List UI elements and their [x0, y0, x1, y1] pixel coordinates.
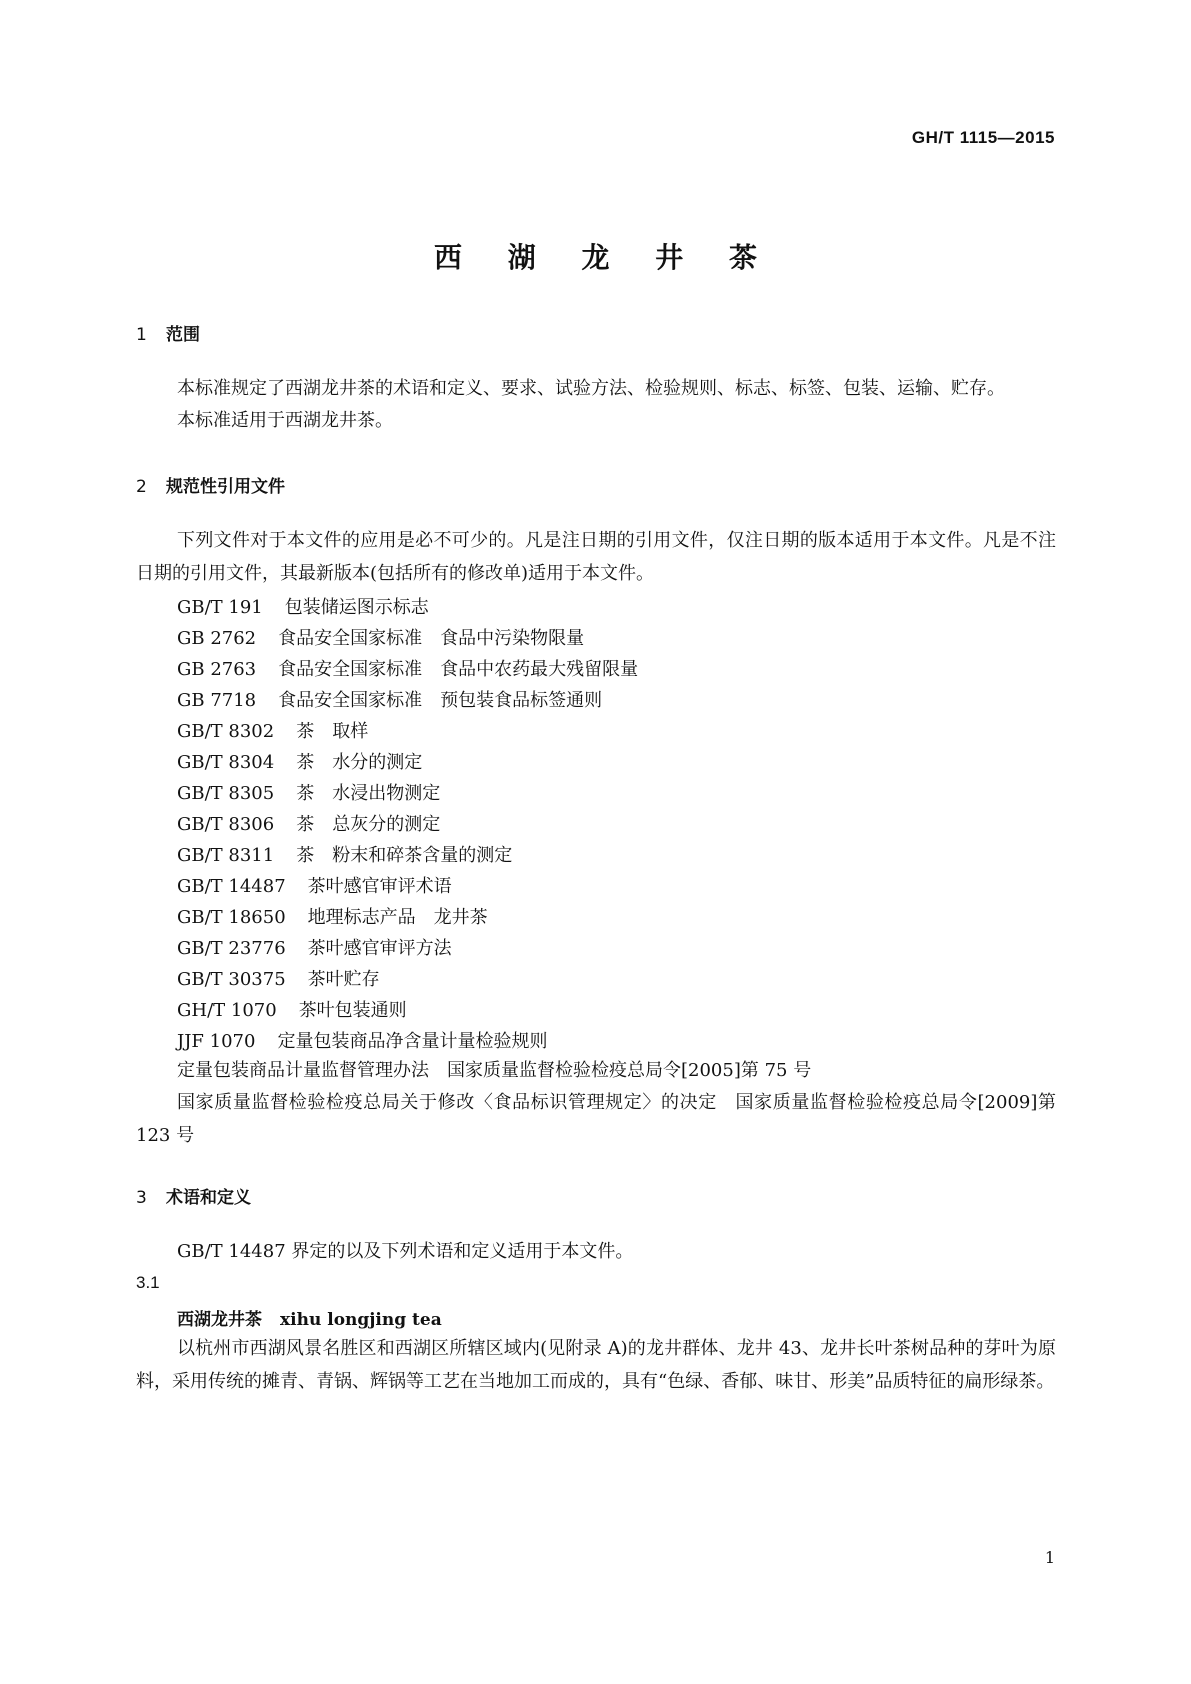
term-definition: 以杭州市西湖风景名胜区和西湖区所辖区域内(见附录 A)的龙井群体、龙井 43、龙井长叶茶树品种的芽叶为原料，采用传统的摊青、青锅、辉锅等工艺在当地加工而成的，具有“色绿、香郁、味甘、形美”品质特征的扁形绿茶。	[136, 1338, 1056, 1392]
reference-extra-1: 定量包装商品计量监督管理办法 国家质量监督检验检疫总局令[2005]第 75 号	[177, 1060, 812, 1081]
section-2-number: 2	[136, 477, 147, 497]
section-2-intro: 下列文件对于本文件的应用是必不可少的。凡是注日期的引用文件，仅注日期的版本适用于本文件。凡是不注日期的引用文件，其最新版本(包括所有的修改单)适用于本文件。	[136, 530, 1056, 584]
subsection-number: 3.1	[136, 1273, 160, 1292]
reference-item	[177, 777, 440, 810]
reference-title: 茶 总灰分的测定	[296, 814, 441, 835]
reference-item	[177, 653, 638, 686]
section-1-title: 范围	[166, 325, 200, 345]
reference-title: 包装储运图示标志	[284, 597, 429, 618]
section-2-title: 规范性引用文件	[166, 477, 285, 497]
section-1-heading	[136, 320, 200, 345]
reference-item	[177, 622, 584, 655]
term-english: xihu longjing tea	[280, 1310, 442, 1330]
reference-code: GB/T 8305	[177, 783, 275, 804]
standard-number: GH/T 1115—2015	[911, 128, 1055, 147]
reference-title: 茶叶包装通则	[298, 1000, 407, 1021]
reference-title: 茶 粉末和碎茶含量的测定	[296, 845, 513, 866]
reference-code: GB/T 8311	[177, 845, 275, 866]
reference-title: 食品安全国家标准 食品中农药最大残留限量	[278, 659, 639, 680]
section-3-heading	[136, 1183, 251, 1208]
reference-title: 茶 水浸出物测定	[296, 783, 441, 804]
reference-code: GB/T 191	[177, 597, 263, 618]
reference-title: 地理标志产品 龙井茶	[307, 907, 488, 928]
reference-item	[177, 746, 422, 779]
reference-code: JJF 1070	[177, 1031, 256, 1052]
reference-title: 茶 水分的测定	[296, 752, 423, 773]
reference-item	[177, 839, 512, 872]
reference-code: GB/T 8306	[177, 814, 275, 835]
reference-item	[177, 684, 602, 717]
section-1-para-2: 本标准适用于西湖龙井茶。	[177, 410, 393, 431]
section-2-heading	[136, 472, 285, 497]
reference-code: GB/T 23776	[177, 938, 286, 959]
section-3-intro: GB/T 14487 界定的以及下列术语和定义适用于本文件。	[177, 1241, 634, 1262]
term-chinese: 西湖龙井茶	[177, 1310, 262, 1330]
reference-extra-2: 国家质量监督检验检疫总局关于修改〈食品标识管理规定〉的决定 国家质量监督检验检疫总局令[2009]第 123 号	[136, 1092, 1056, 1146]
reference-code: GB/T 8302	[177, 721, 275, 742]
reference-title: 茶 取样	[296, 721, 369, 742]
reference-code: GH/T 1070	[177, 1000, 277, 1021]
reference-title: 定量包装商品净含量计量检验规则	[277, 1031, 548, 1052]
reference-item	[177, 870, 452, 903]
term-heading	[177, 1305, 442, 1330]
reference-code: GB 2763	[177, 659, 257, 680]
section-1-para-1: 本标准规定了西湖龙井茶的术语和定义、要求、试验方法、检验规则、标志、标签、包装、运输、贮存。	[177, 378, 1005, 399]
reference-item	[177, 715, 368, 748]
page-number: 1	[1044, 1548, 1055, 1567]
reference-item	[177, 994, 407, 1027]
section-3-number: 3	[136, 1188, 147, 1208]
reference-title: 茶叶感官审评方法	[307, 938, 452, 959]
reference-code: GB 2762	[177, 628, 257, 649]
reference-item	[177, 591, 429, 624]
reference-code: GB/T 30375	[177, 969, 286, 990]
section-1-number: 1	[136, 325, 147, 345]
section-3-title: 术语和定义	[166, 1188, 251, 1208]
reference-title: 食品安全国家标准 食品中污染物限量	[278, 628, 585, 649]
reference-title: 食品安全国家标准 预包装食品标签通则	[278, 690, 603, 711]
reference-item	[177, 963, 380, 996]
reference-item	[177, 808, 440, 841]
reference-code: GB/T 18650	[177, 907, 286, 928]
reference-title: 茶叶贮存	[307, 969, 380, 990]
document-title: 西 湖 龙 井 茶	[434, 241, 775, 274]
reference-code: GB/T 14487	[177, 876, 286, 897]
reference-title: 茶叶感官审评术语	[307, 876, 452, 897]
reference-code: GB 7718	[177, 690, 257, 711]
reference-item	[177, 932, 452, 965]
reference-item	[177, 901, 488, 934]
reference-code: GB/T 8304	[177, 752, 275, 773]
